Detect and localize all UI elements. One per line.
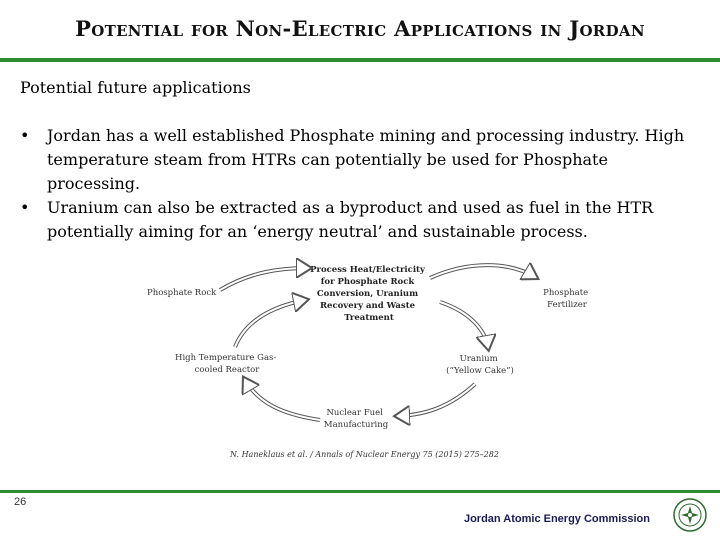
organization-name: Jordan Atomic Energy Commission <box>463 513 650 525</box>
phosphate-rock-label: Phosphate Rock <box>147 288 217 298</box>
page-number: 26 <box>14 496 27 508</box>
arrow-reactor-to-process <box>235 300 305 347</box>
slide-title: Potential for Non-Electric Applications in Jordan <box>75 16 645 41</box>
nuclear-fuel-label: Nuclear Fuel Manufacturing <box>323 408 389 430</box>
uranium-label: Uranium (“Yellow Cake”) <box>446 354 514 376</box>
bullet-list <box>20 124 700 244</box>
cycle-diagram-svg <box>140 252 589 464</box>
bullet-icon: • <box>20 126 30 145</box>
arrow-rock-to-process <box>220 268 308 290</box>
arrow-process-to-uranium <box>440 302 488 347</box>
bullet-icon: • <box>20 198 30 217</box>
bullet-text: Jordan has a well established Phosphate mining and processing industry. High temperature steam from HTRs can potentially be used for Phosphate processing. <box>47 126 685 193</box>
phosphate-fertilizer-label: Phosphate Fertilizer <box>543 288 589 310</box>
bullet-text: Uranium can also be extracted as a byproduct and used as fuel in the HTR potentially aiming for an ‘energy neutral’ and sustainable process. <box>47 198 654 241</box>
jaec-logo-icon <box>672 497 708 533</box>
diagram-citation: N. Haneklaus et al. / Annals of Nuclear Energy 75 (2015) 275–282 <box>230 450 499 459</box>
footer-divider <box>0 490 720 493</box>
subtitle: Potential future applications <box>20 78 251 97</box>
bullet-item-uranium <box>20 196 700 244</box>
arrow-fuel-to-reactor <box>245 380 320 420</box>
center-label: Process Heat/Electricity for Phosphate Rock Conversion, Uranium Recovery and Waste Treatment <box>310 265 425 323</box>
process-cycle-diagram <box>140 252 589 464</box>
arrow-uranium-to-fuel <box>398 384 475 416</box>
reactor-label: High Temperature Gas- cooled Reactor <box>175 353 277 375</box>
title-divider <box>0 58 720 62</box>
bullet-item-phosphate <box>20 124 700 196</box>
